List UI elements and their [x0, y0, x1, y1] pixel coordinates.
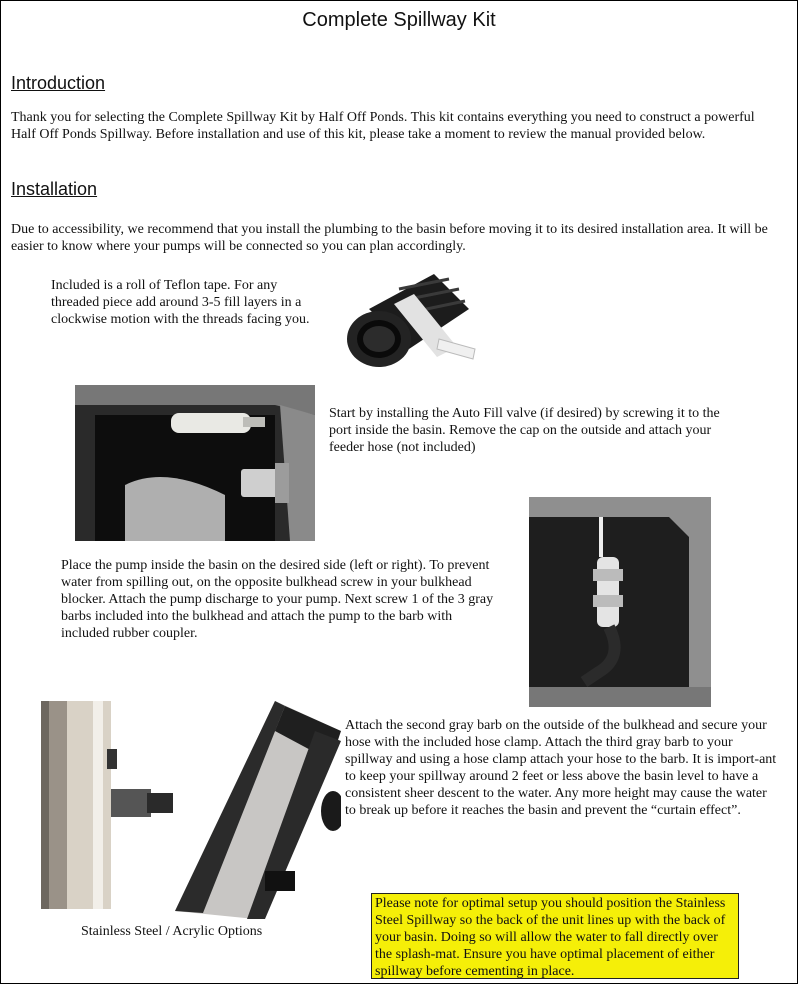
page-title: Complete Spillway Kit [302, 9, 496, 31]
pump-basin-photo [529, 497, 711, 707]
teflon-tape-text: Included is a roll of Teflon tape. For any threaded piece add around 3-5 fill layers in a clockwise motion with the threads facing you. [51, 278, 310, 327]
acrylic-spillway-photo [175, 701, 341, 919]
stainless-steel-spillway-photo [37, 701, 177, 909]
optimal-setup-note: Please note for optimal setup you should position the Stainless Steel Spillway so the back of the unit lines up with the back of your basin. Doing so will allow the water to fall directly over the splash-mat. Ensure you have optimal placement of either spillway before cementing in place. [371, 893, 739, 979]
teflon-tape-photo [339, 269, 479, 373]
auto-fill-text: Start by installing the Auto Fill valve (if desired) by screwing it to the port inside the basin. Remove the cap on the outside and attach your feeder hose (not included) [329, 406, 720, 455]
barb-hose-text: Attach the second gray barb on the outside of the bulkhead and secure your hose with the included hose clamp. Attach the third gray barb to your spillway and using a hose clamp attach your hose to the barb. It is import-ant to keep your spillway around 2 feet or less above the basin level to have a consistent sheer descent to the water. Any more height may cause the water to break up before it reaches the basin and prevent the “curtain effect”. [345, 718, 777, 818]
installation-heading: Installation [11, 179, 98, 199]
introduction-heading: Introduction [11, 73, 106, 93]
introduction-text: Thank you for selecting the Complete Spillway Kit by Half Off Ponds. This kit contains everything you need to construct a powerful Half Off Ponds Spillway. Before installation and use of this kit, please take a moment to review the manual provided below. [11, 110, 755, 142]
pump-text: Place the pump inside the basin on the desired side (left or right). To prevent water from spilling out, on the opposite bulkhead screw in your bulkhead blocker. Attach the pump discharge to your pump. Next screw 1 of the 3 gray barbs included into the bulkhead and attach the pump to the barb with included rubber coupler. [61, 558, 494, 641]
spillway-options-caption: Stainless Steel / Acrylic Options [81, 924, 263, 939]
installation-text: Due to accessibility, we recommend that you install the plumbing to the basin before moving it to its desired installation area. It will be easier to know where your pumps will be connected so you can plan accordingly. [11, 222, 768, 254]
auto-fill-valve-photo [75, 385, 315, 541]
